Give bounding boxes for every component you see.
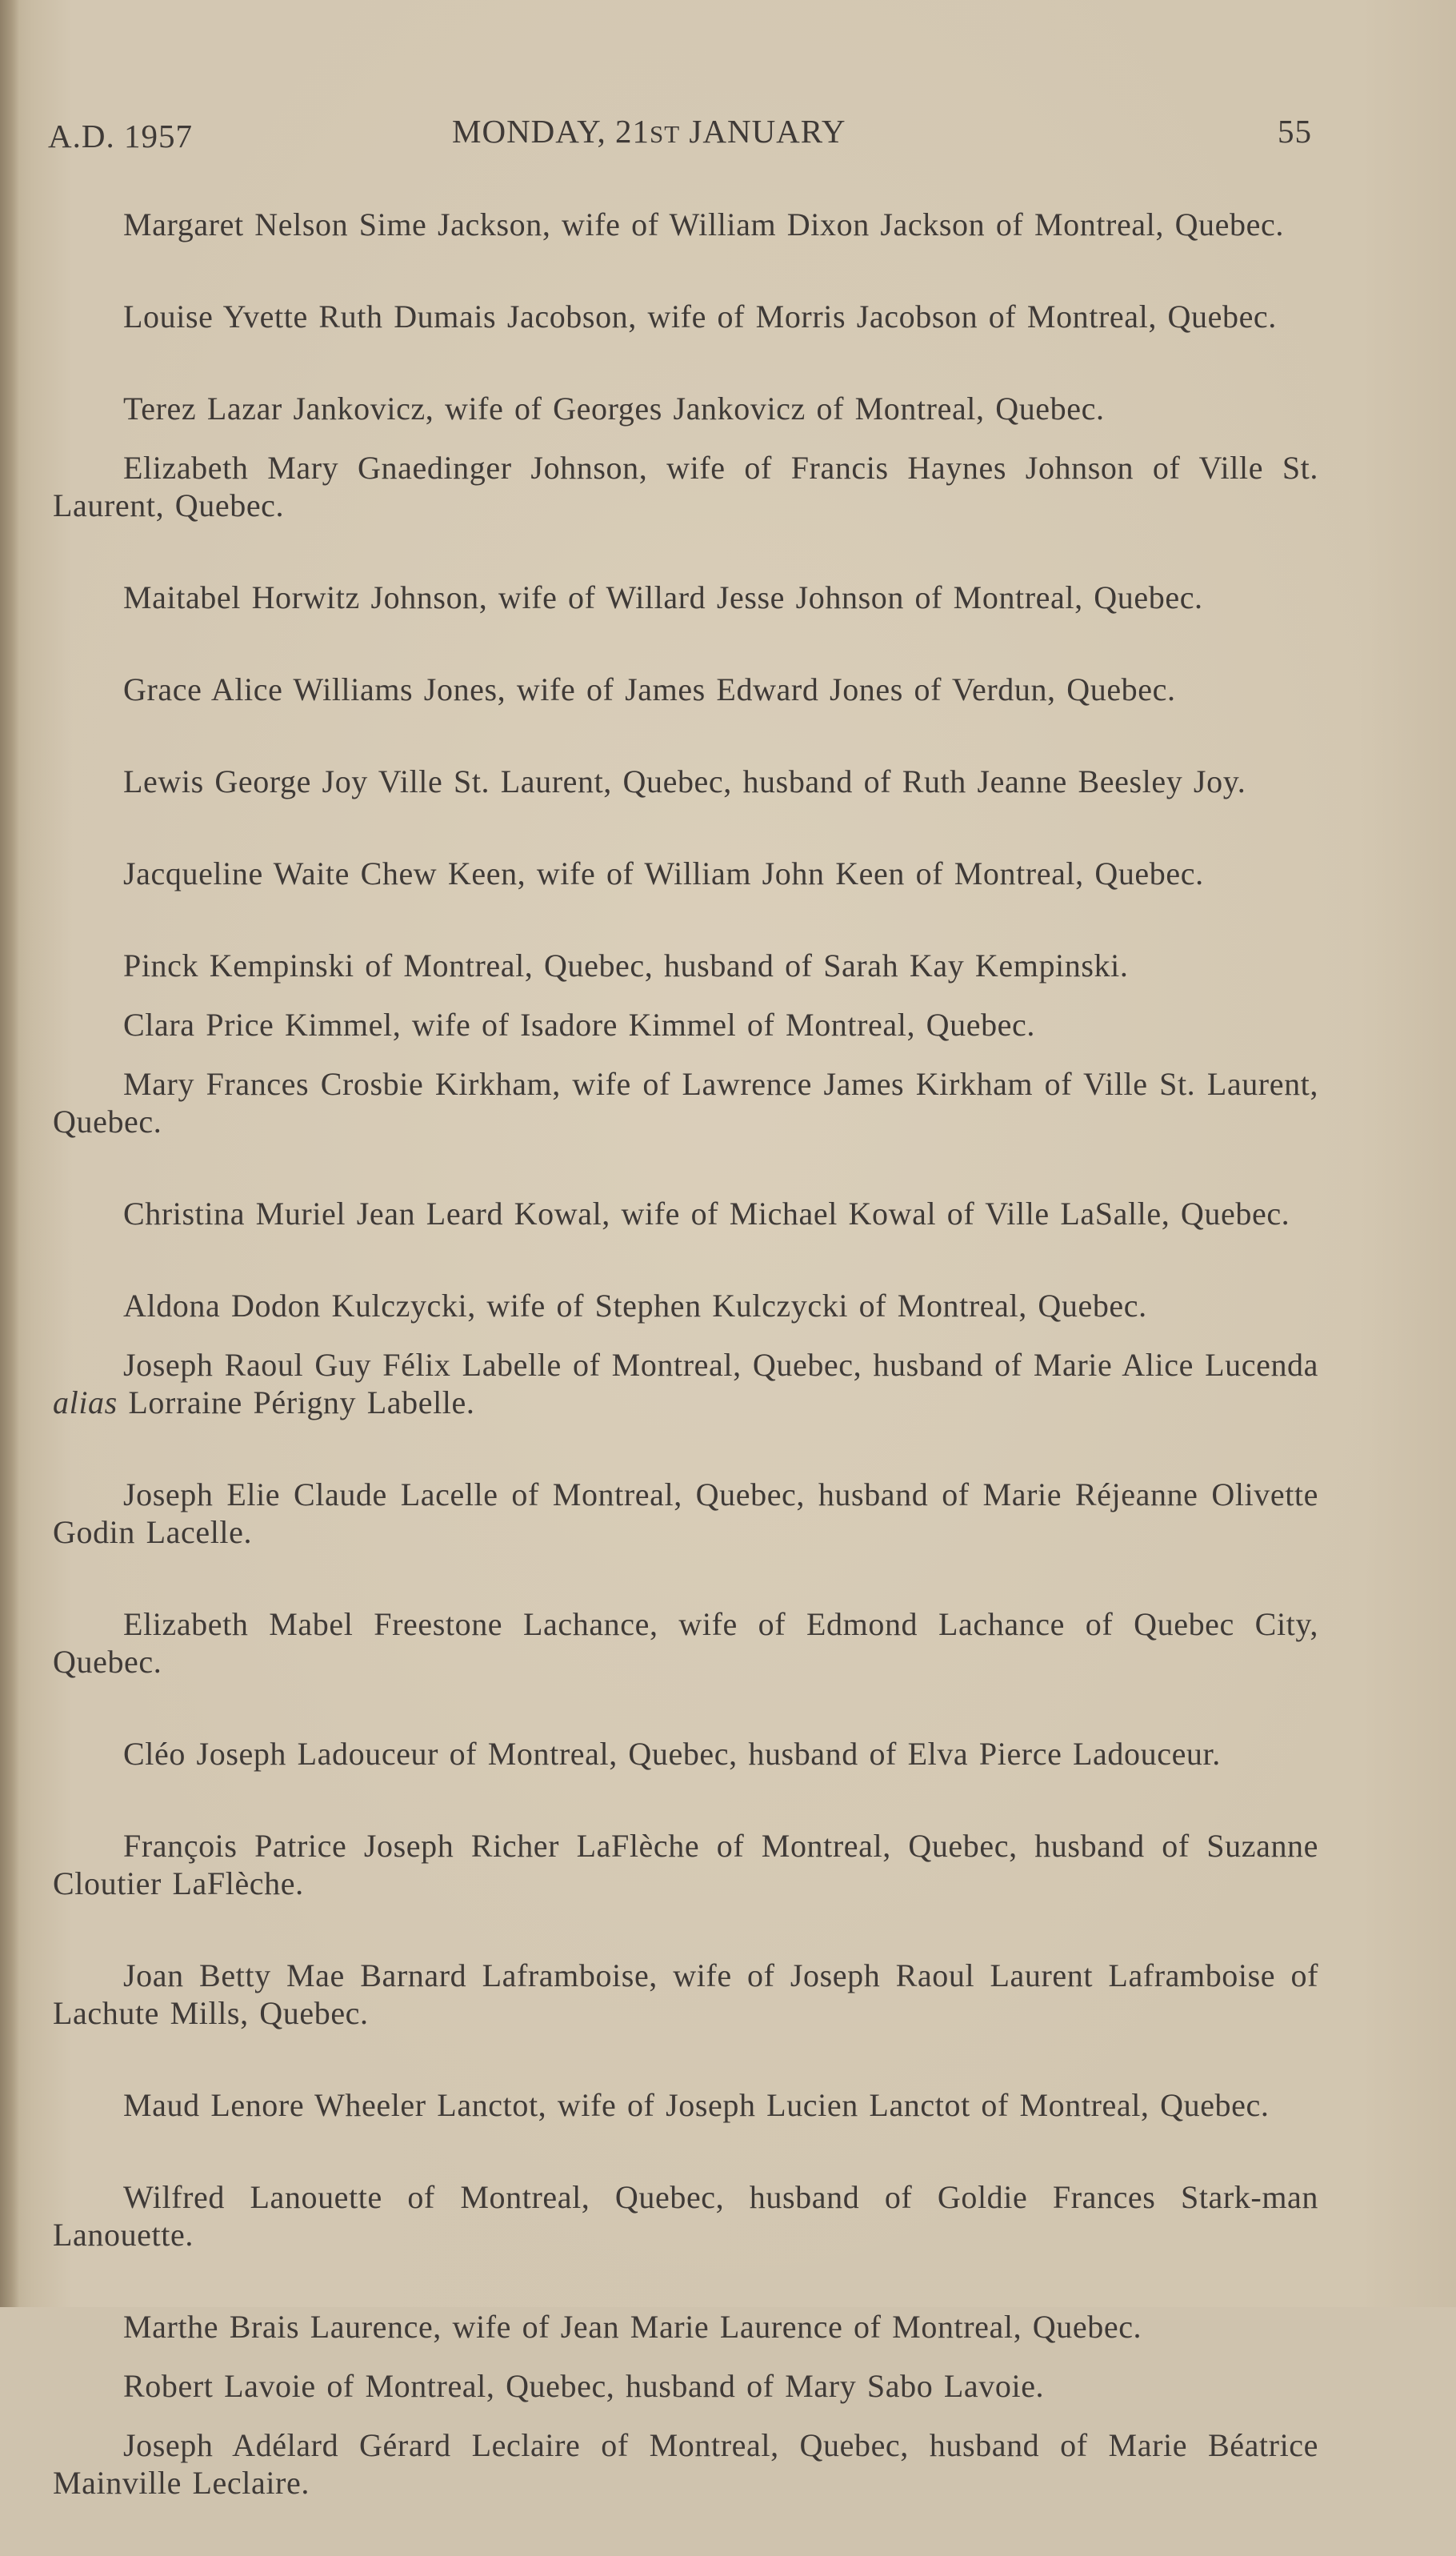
list-item: Jacqueline Waite Chew Keen, wife of William John Keen of Montreal, Quebec. xyxy=(123,855,1204,891)
header-date-month: JANUARY xyxy=(680,113,846,150)
list-item: Aldona Dodon Kulczycki, wife of Stephen Kulczycki of Montreal, Quebec. xyxy=(123,1288,1147,1324)
list-item: Elizabeth Mary Gnaedinger Johnson, wife of Francis Haynes Johnson of Ville St. Laurent, Quebec. xyxy=(53,450,1318,523)
list-item: Terez Lazar Jankovicz, wife of Georges Jankovicz of Montreal, Quebec. xyxy=(123,391,1105,427)
entry-text: Joseph Raoul Guy Félix Labelle of Montreal, Quebec, husband of Marie Alice Lucenda xyxy=(123,1347,1318,1383)
italic-word: alias xyxy=(53,1384,118,1420)
list-item: Lewis George Joy Ville St. Laurent, Quebec, husband of Ruth Jeanne Beesley Joy. xyxy=(123,763,1246,799)
list-item: Wilfred Lanouette of Montreal, Quebec, husband of Goldie Frances Stark-man Lanouette. xyxy=(53,2179,1318,2253)
header-date xyxy=(452,112,846,150)
list-item: Margaret Nelson Sime Jackson, wife of William Dixon Jackson of Montreal, Quebec. xyxy=(123,206,1284,242)
header-date-suffix: ST xyxy=(649,120,681,148)
list-item xyxy=(53,1346,1318,1421)
list-item: Joan Betty Mae Barnard Laframboise, wife of Joseph Raoul Laurent Laframboise of Lachute Mills, Quebec. xyxy=(53,1957,1318,2031)
header-date-prefix: MONDAY, 21 xyxy=(452,113,650,150)
binding-edge xyxy=(0,0,19,2307)
page-header xyxy=(48,112,1312,160)
header-year: A.D. 1957 xyxy=(48,118,193,154)
list-item: Marthe Brais Laurence, wife of Jean Marie Laurence of Montreal, Quebec. xyxy=(123,2309,1142,2345)
list-item: Christina Muriel Jean Leard Kowal, wife of Michael Kowal of Ville LaSalle, Quebec. xyxy=(123,1196,1290,1232)
list-item: Joseph Adélard Gérard Leclaire of Montreal, Quebec, husband of Marie Béatrice Mainville Leclaire. xyxy=(53,2427,1318,2501)
list-item: Grace Alice Williams Jones, wife of James Edward Jones of Verdun, Quebec. xyxy=(123,671,1176,707)
entry-list xyxy=(53,206,1318,2556)
list-item: Louise Yvette Ruth Dumais Jacobson, wife of Morris Jacobson of Montreal, Quebec. xyxy=(123,298,1277,335)
list-item: Pinck Kempinski of Montreal, Quebec, husband of Sarah Kay Kempinski. xyxy=(123,947,1129,984)
list-item: Maud Lenore Wheeler Lanctot, wife of Joseph Lucien Lanctot of Montreal, Quebec. xyxy=(123,2087,1270,2123)
list-item: Clara Price Kimmel, wife of Isadore Kimmel of Montreal, Quebec. xyxy=(123,1007,1035,1043)
list-item: Robert Lavoie of Montreal, Quebec, husband of Mary Sabo Lavoie. xyxy=(123,2368,1045,2404)
list-item: Maitabel Horwitz Johnson, wife of Willard Jesse Johnson of Montreal, Quebec. xyxy=(123,579,1203,615)
list-item: Mary Frances Crosbie Kirkham, wife of Lawrence James Kirkham of Ville St. Laurent, Quebec. xyxy=(53,1066,1318,1140)
list-item: François Patrice Joseph Richer LaFlèche of Montreal, Quebec, husband of Suzanne Cloutier LaFlèche. xyxy=(53,1828,1318,1901)
list-item: Elizabeth Mabel Freestone Lachance, wife of Edmond Lachance of Quebec City, Quebec. xyxy=(53,1606,1318,1680)
page-number: 55 xyxy=(1278,113,1312,150)
list-item: Joseph Elie Claude Lacelle of Montreal, Quebec, husband of Marie Réjeanne Olivette Godin Lacelle. xyxy=(53,1476,1318,1550)
list-item: Cléo Joseph Ladouceur of Montreal, Quebec, husband of Elva Pierce Ladouceur. xyxy=(123,1736,1221,1772)
entry-text: Lorraine Périgny Labelle. xyxy=(117,1384,475,1420)
